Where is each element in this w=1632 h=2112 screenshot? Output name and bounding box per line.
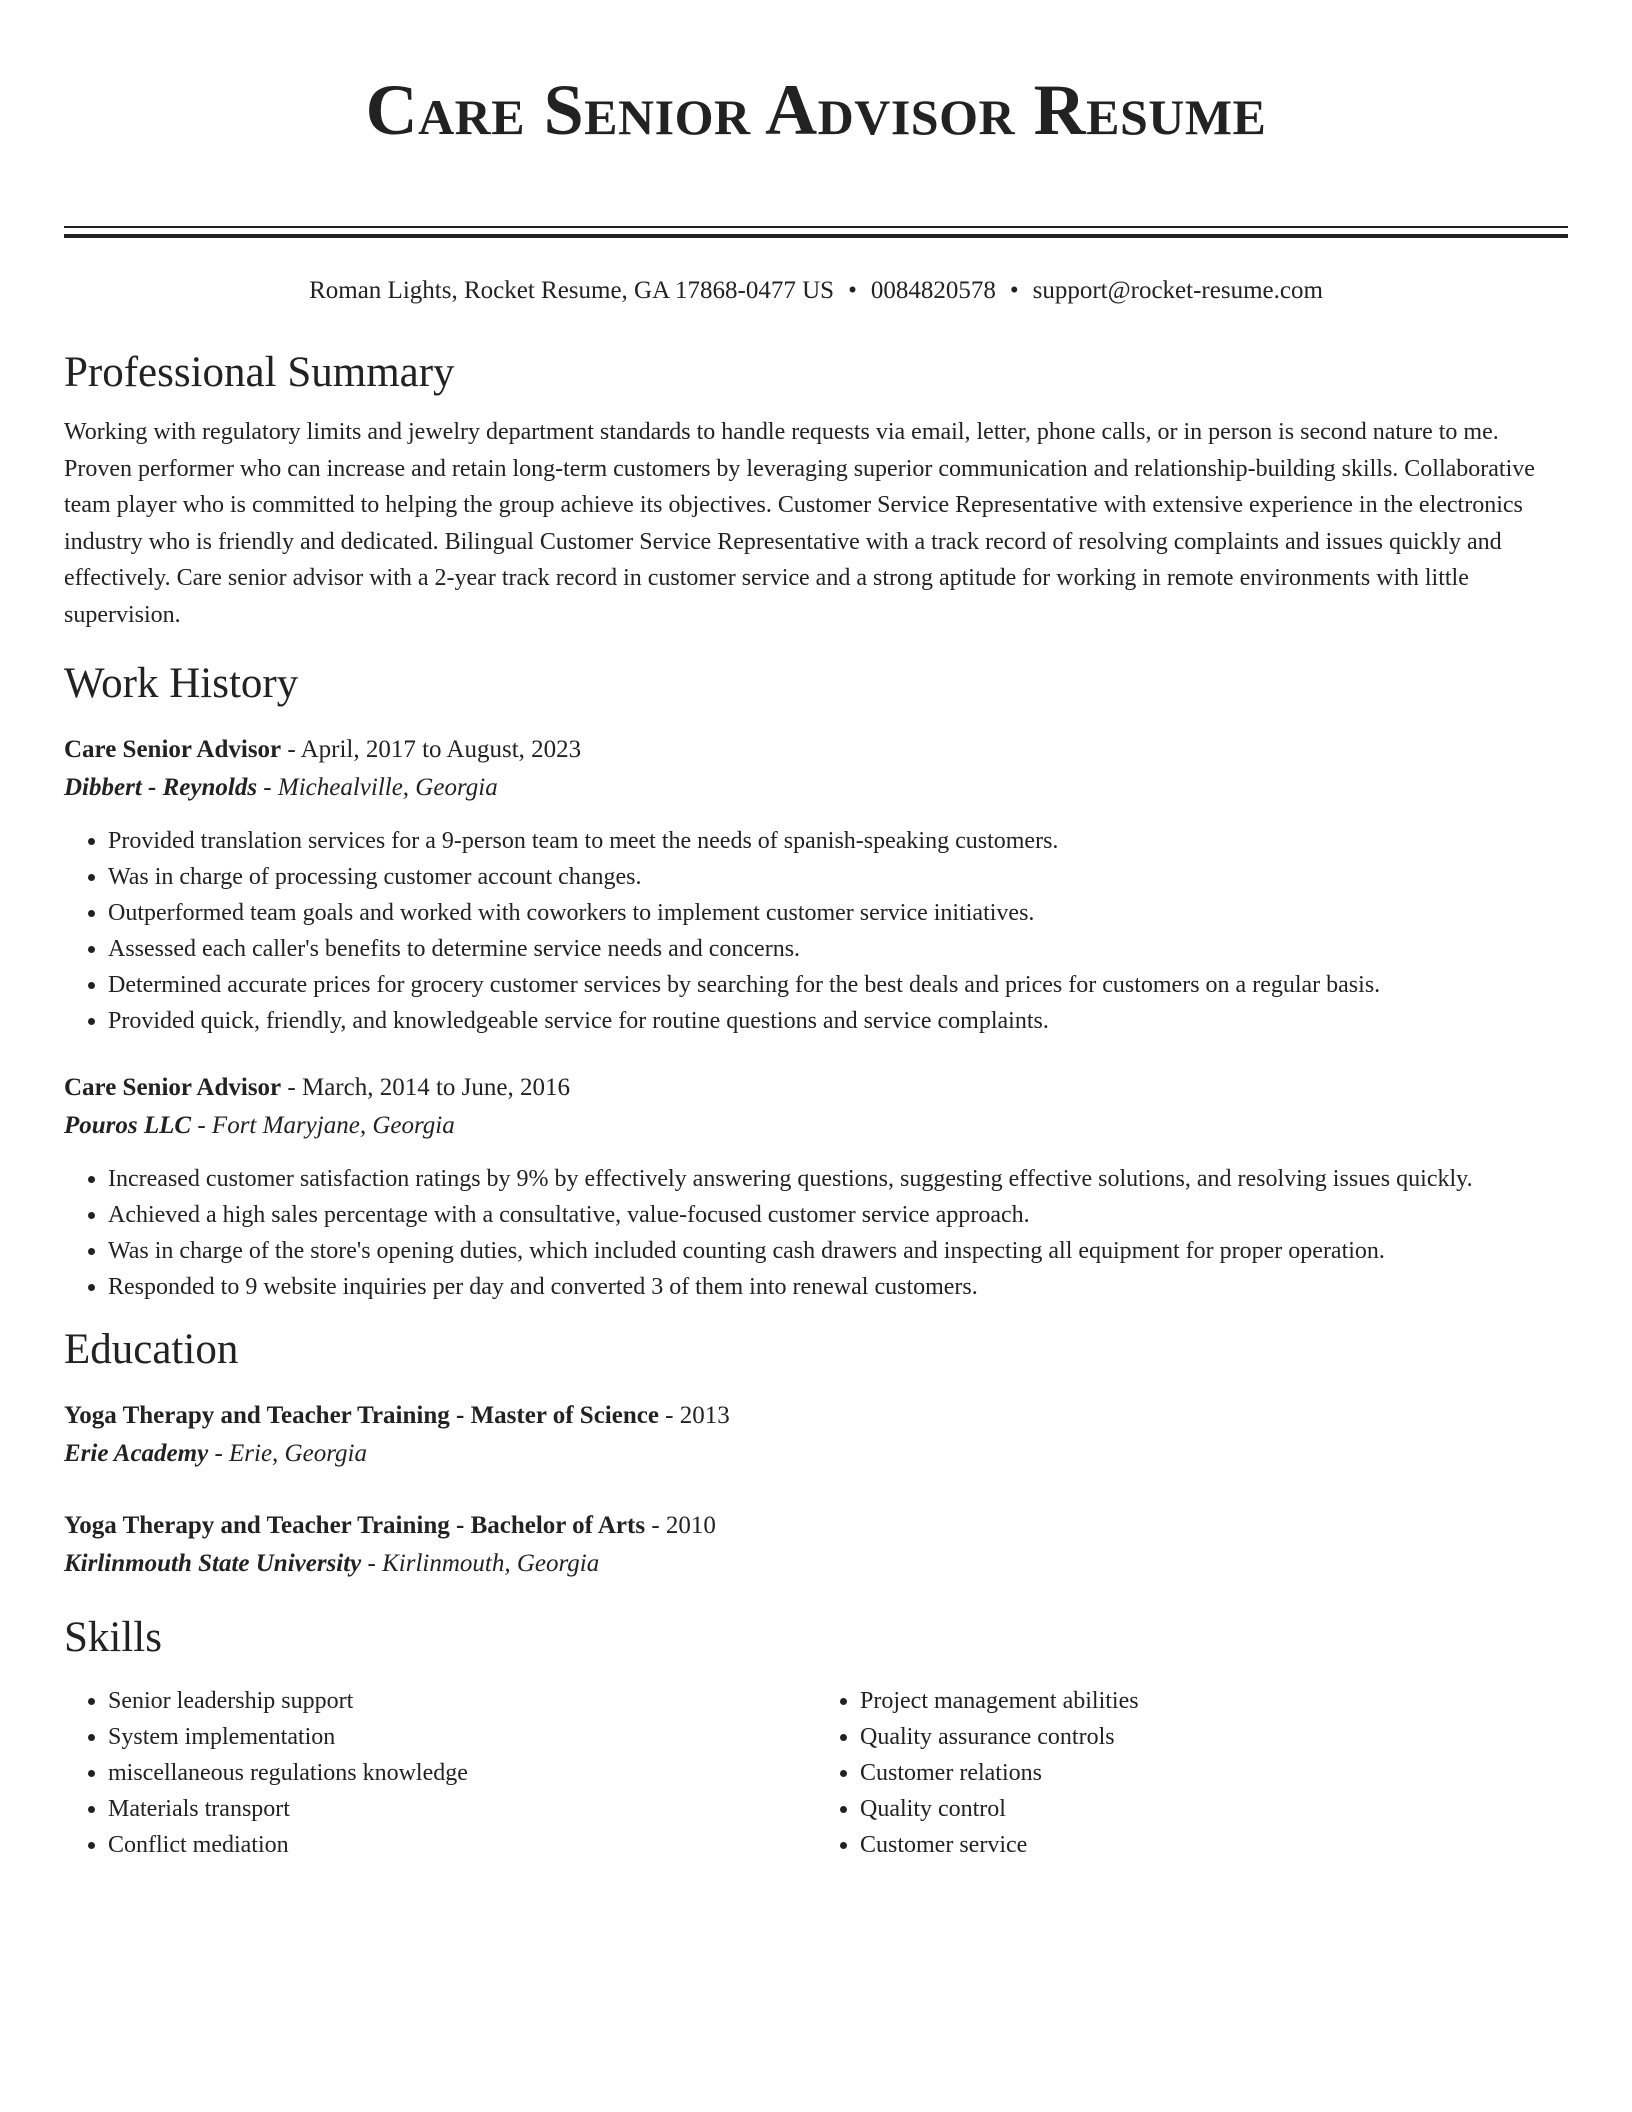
job-title: Care Senior Advisor [64,736,282,763]
job-employer [64,769,1568,807]
job-header [64,1069,1568,1107]
job-dates: - April, 2017 to August, 2023 [281,736,582,763]
job-bullet: • Determined accurate prices for grocery customer services by searching for the best deals and prices for customers on a regular basis. [108,967,1568,1003]
job-bullet: • Responded to 9 website inquiries per day and converted 3 of them into renewal customers. [108,1269,1568,1305]
job-bullet: • Assessed each caller's benefits to determine service needs and concerns. [108,931,1568,967]
job-employer [64,1107,1568,1145]
job-bullet: • Provided quick, friendly, and knowledgeable service for routine questions and service complaints. [108,1003,1568,1039]
resume-page [64,0,1568,1863]
title-divider [64,226,1568,238]
skill-item: • Project management abilities [860,1683,1568,1719]
divider-thick-line [64,234,1568,238]
education-degree: Yoga Therapy and Teacher Training - Bachelor of Arts [64,1512,646,1539]
education-year: - 2010 [645,1512,716,1539]
education-header [64,1397,1568,1435]
education-entry [64,1397,1568,1473]
education-location: - Erie, Georgia [208,1440,367,1467]
education-school-line [64,1545,1568,1583]
skill-item: • miscellaneous regulations knowledge [108,1755,816,1791]
skills-columns [64,1683,1568,1863]
contact-address: Roman Lights, Rocket Resume, GA 17868-0477 US [309,277,835,304]
education-header [64,1507,1568,1545]
education-year: - 2013 [658,1402,730,1429]
education-location: - Kirlinmouth, Georgia [361,1550,600,1577]
skill-item: • System implementation [108,1719,816,1755]
education-school: Erie Academy [64,1440,209,1467]
education-degree: Yoga Therapy and Teacher Training - Master of Science [64,1402,659,1429]
job-bullet: • Achieved a high sales percentage with a consultative, value-focused customer service approach. [108,1197,1568,1233]
job-bullet: • Increased customer satisfaction ratings by 9% by effectively answering questions, suggesting effective solutions, and resolving issues quickly. [108,1161,1568,1197]
job-bullet: • Provided translation services for a 9-person team to meet the needs of spanish-speaking customers. [108,823,1568,859]
skills-heading: Skills [64,1614,162,1661]
job-bullets [64,1161,1568,1305]
skill-item: • Conflict mediation [108,1827,816,1863]
skills-left-list [64,1683,816,1863]
job-title: Care Senior Advisor [64,1074,282,1101]
education-heading: Education [64,1326,239,1373]
resume-title: Care Senior Advisor Resume [365,70,1267,150]
job-company: Dibbert - Reynolds [64,774,258,801]
education-entry [64,1507,1568,1583]
summary-text: Working with regulatory limits and jewelry department standards to handle requests via email, letter, phone calls, or in person is second nature to me. Proven performer who can increase and retain long-term customers by leveraging superior communication and relationship-building skills. Collaborative team player who is committed to helping the group achieve its objectives. Customer Service Representative with extensive experience in the electronics industry who is friendly and dedicated. Bilingual Customer Service Representative with a track record of resolving complaints and issues quickly and effectively. Care senior advisor with a 2-year track record in customer service and a strong aptitude for working in remote environments with little supervision. [64,419,1535,628]
job-bullets [64,823,1568,1039]
work-history-heading: Work History [64,660,299,707]
contact-separator: • [848,277,857,304]
contact-email: support@rocket-resume.com [1032,277,1323,304]
summary-heading: Professional Summary [64,349,455,396]
job-dates: - March, 2014 to June, 2016 [281,1074,570,1101]
contact-phone: 0084820578 [870,277,996,304]
skill-item: • Quality control [860,1791,1568,1827]
job-bullet: • Was in charge of the store's opening duties, which included counting cash drawers and inspecting all equipment for proper operation. [108,1233,1568,1269]
skill-item: • Customer relations [860,1755,1568,1791]
job-header [64,731,1568,769]
education-school-line [64,1435,1568,1473]
job-bullet: • Was in charge of processing customer account changes. [108,859,1568,895]
skill-item: • Senior leadership support [108,1683,816,1719]
skill-item: • Customer service [860,1827,1568,1863]
skill-item: • Materials transport [108,1791,816,1827]
divider-thin-line [64,226,1568,228]
job-company: Pouros LLC [64,1112,192,1139]
job-entry [64,1069,1568,1305]
job-bullet: • Outperformed team goals and worked with coworkers to implement customer service initiatives. [108,895,1568,931]
education-school: Kirlinmouth State University [64,1550,362,1577]
job-entry [64,731,1568,1039]
skill-item: • Quality assurance controls [860,1719,1568,1755]
job-location: - Michealville, Georgia [257,774,498,801]
job-location: - Fort Maryjane, Georgia [191,1112,455,1139]
skills-right-list [816,1683,1568,1863]
contact-line [64,276,1568,306]
contact-separator: • [1009,277,1019,304]
